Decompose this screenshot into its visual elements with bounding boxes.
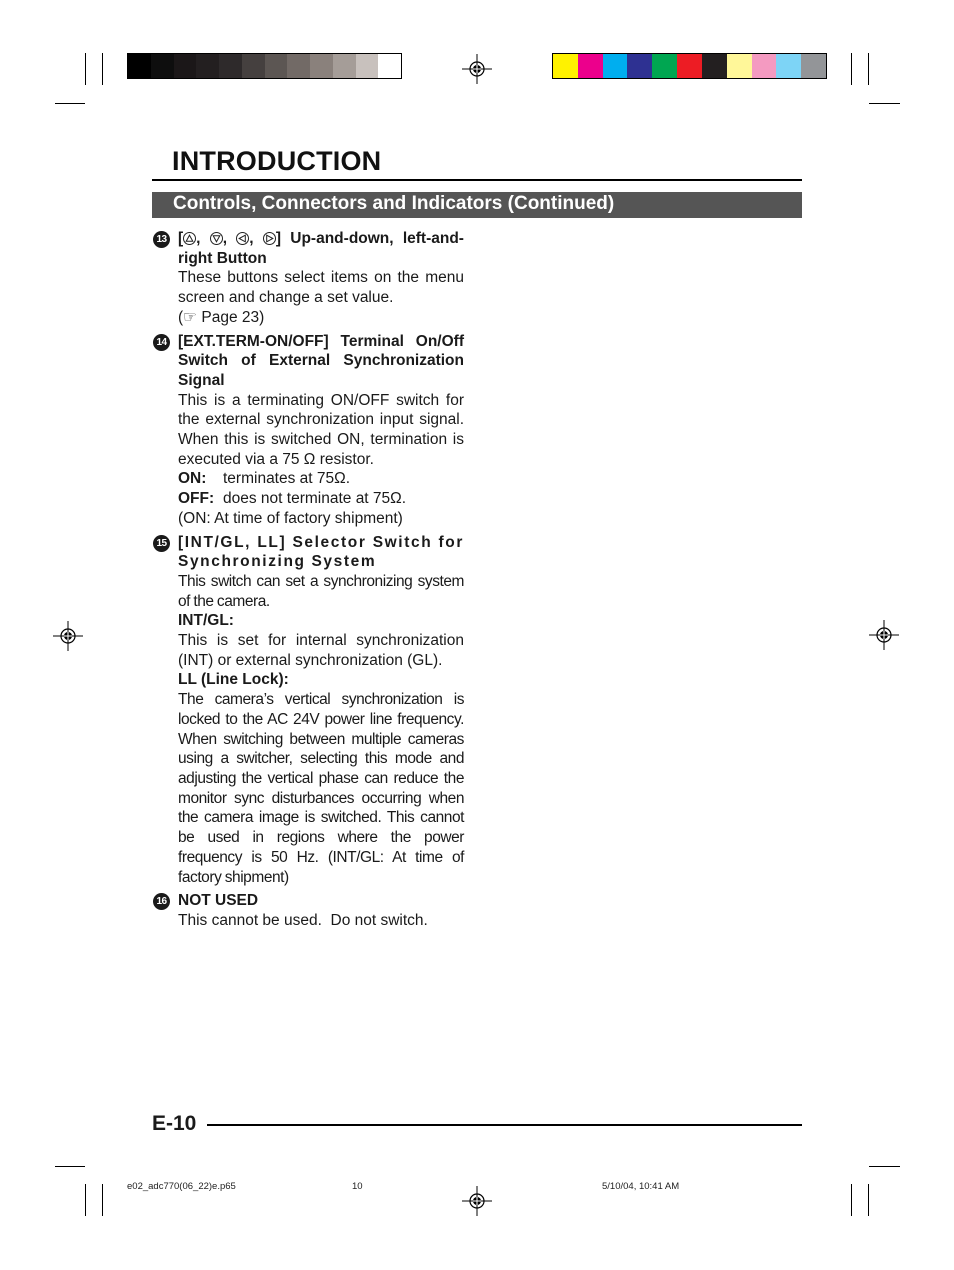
item-body: This cannot be used. Do not switch.	[178, 911, 428, 929]
on-label: ON:	[178, 470, 207, 488]
right-arrow-button-icon	[263, 232, 276, 245]
item-number-badge: 15	[153, 535, 170, 552]
int-gl-text: This is set for internal synchronization (INT) or external synchronization (GL).	[178, 632, 464, 669]
crop-mark	[55, 1166, 85, 1167]
color-swatch	[265, 54, 288, 78]
down-arrow-button-icon	[210, 232, 223, 245]
color-swatch	[727, 54, 752, 78]
slug-datetime: 5/10/04, 10:41 AM	[602, 1181, 680, 1192]
crop-mark	[102, 1184, 103, 1216]
crop-mark	[851, 1184, 852, 1216]
crop-mark	[869, 103, 900, 104]
section-heading: Controls, Connectors and Indicators (Continued)	[173, 193, 615, 214]
item-13	[152, 229, 464, 328]
crop-mark	[851, 53, 852, 85]
crop-mark	[85, 1184, 86, 1216]
default-setting-note: (ON: At time of factory shipment)	[178, 509, 403, 527]
item-heading: [EXT.TERM-ON/OFF] Terminal On/Off Switch of External Synchronization Signal	[178, 332, 464, 389]
color-swatch	[677, 54, 702, 78]
color-swatch	[242, 54, 265, 78]
color-swatch	[652, 54, 677, 78]
crop-mark	[55, 103, 85, 104]
color-swatch	[333, 54, 356, 78]
page-number: E-10	[152, 1112, 197, 1135]
item-body: This switch can set a synchronizing system of the camera.	[178, 572, 464, 610]
item-body: These buttons select items on the menu screen and change a set value.	[178, 269, 464, 307]
item-heading: [ , , , ] Up-and-down, left-and-right Button	[178, 230, 464, 267]
grayscale-color-bar	[127, 53, 402, 79]
crop-mark	[102, 53, 103, 85]
color-swatch	[378, 54, 401, 78]
registration-mark-icon	[462, 54, 492, 84]
heading-bracket: [	[178, 230, 184, 247]
item-number-badge: 13	[153, 231, 170, 248]
registration-mark-icon	[462, 1186, 492, 1216]
color-swatch	[219, 54, 242, 78]
on-definition	[178, 469, 464, 489]
title-rule	[152, 179, 802, 181]
item-16	[152, 891, 464, 930]
color-swatch	[801, 54, 826, 78]
color-swatch	[151, 54, 174, 78]
int-gl-label: INT/GL:	[178, 612, 234, 630]
off-definition	[178, 489, 464, 509]
crop-mark	[868, 1184, 869, 1216]
crop-mark	[869, 1166, 900, 1167]
up-arrow-button-icon	[183, 232, 196, 245]
section-heading-band	[152, 192, 802, 218]
color-swatch	[776, 54, 801, 78]
item-heading: NOT USED	[178, 892, 259, 910]
color-swatch	[603, 54, 628, 78]
color-swatch	[578, 54, 603, 78]
off-label: OFF:	[178, 490, 215, 508]
crop-mark	[868, 53, 869, 85]
slug-filename: e02_adc770(06_22)e.p65	[127, 1181, 236, 1192]
line-lock-text: The camera’s vertical synchronization is locked to the AC 24V power line frequency. When switching between multiple cameras using a switcher, selecting this mode and adjusting the vertical phase can reduce the monitor sync disturbances occurring when the camera image is switched. This cannot be used in regions where the power frequency is 50 Hz. (INT/GL: At time of factory shipment)	[178, 691, 464, 886]
content-column	[152, 229, 464, 935]
registration-mark-icon	[869, 620, 899, 650]
color-swatch	[356, 54, 379, 78]
registration-mark-icon	[53, 621, 83, 651]
item-number-badge: 14	[153, 334, 170, 351]
color-swatch	[128, 54, 151, 78]
item-number-badge: 16	[153, 893, 170, 910]
color-swatch	[553, 54, 578, 78]
on-text: terminates at 75Ω.	[223, 470, 351, 488]
line-lock-label: LL (Line Lock):	[178, 671, 289, 689]
item-15	[152, 533, 464, 888]
color-swatch	[196, 54, 219, 78]
color-swatch	[310, 54, 333, 78]
color-swatch	[702, 54, 727, 78]
crop-mark	[85, 53, 86, 85]
item-heading: [INT/GL, LL] Selector Switch for Synchronizing System	[178, 533, 464, 571]
slug-page: 10	[352, 1181, 363, 1192]
page-title: INTRODUCTION	[172, 146, 382, 176]
color-swatch	[174, 54, 197, 78]
off-text: does not terminate at 75Ω.	[223, 490, 407, 508]
item-14	[152, 332, 464, 529]
process-color-bar	[552, 53, 827, 79]
item-body: This is a terminating ON/OFF switch for the external synchronization input signal. When this is switched ON, termination is executed via a 75 Ω resistor.	[178, 391, 464, 468]
page-reference: (☞ Page 23)	[178, 308, 265, 326]
heading-text: ] Up-and-down, left-and-right Button	[178, 230, 464, 267]
left-arrow-button-icon	[236, 232, 249, 245]
footer-rule	[207, 1124, 802, 1126]
color-swatch	[287, 54, 310, 78]
color-swatch	[752, 54, 777, 78]
color-swatch	[627, 54, 652, 78]
